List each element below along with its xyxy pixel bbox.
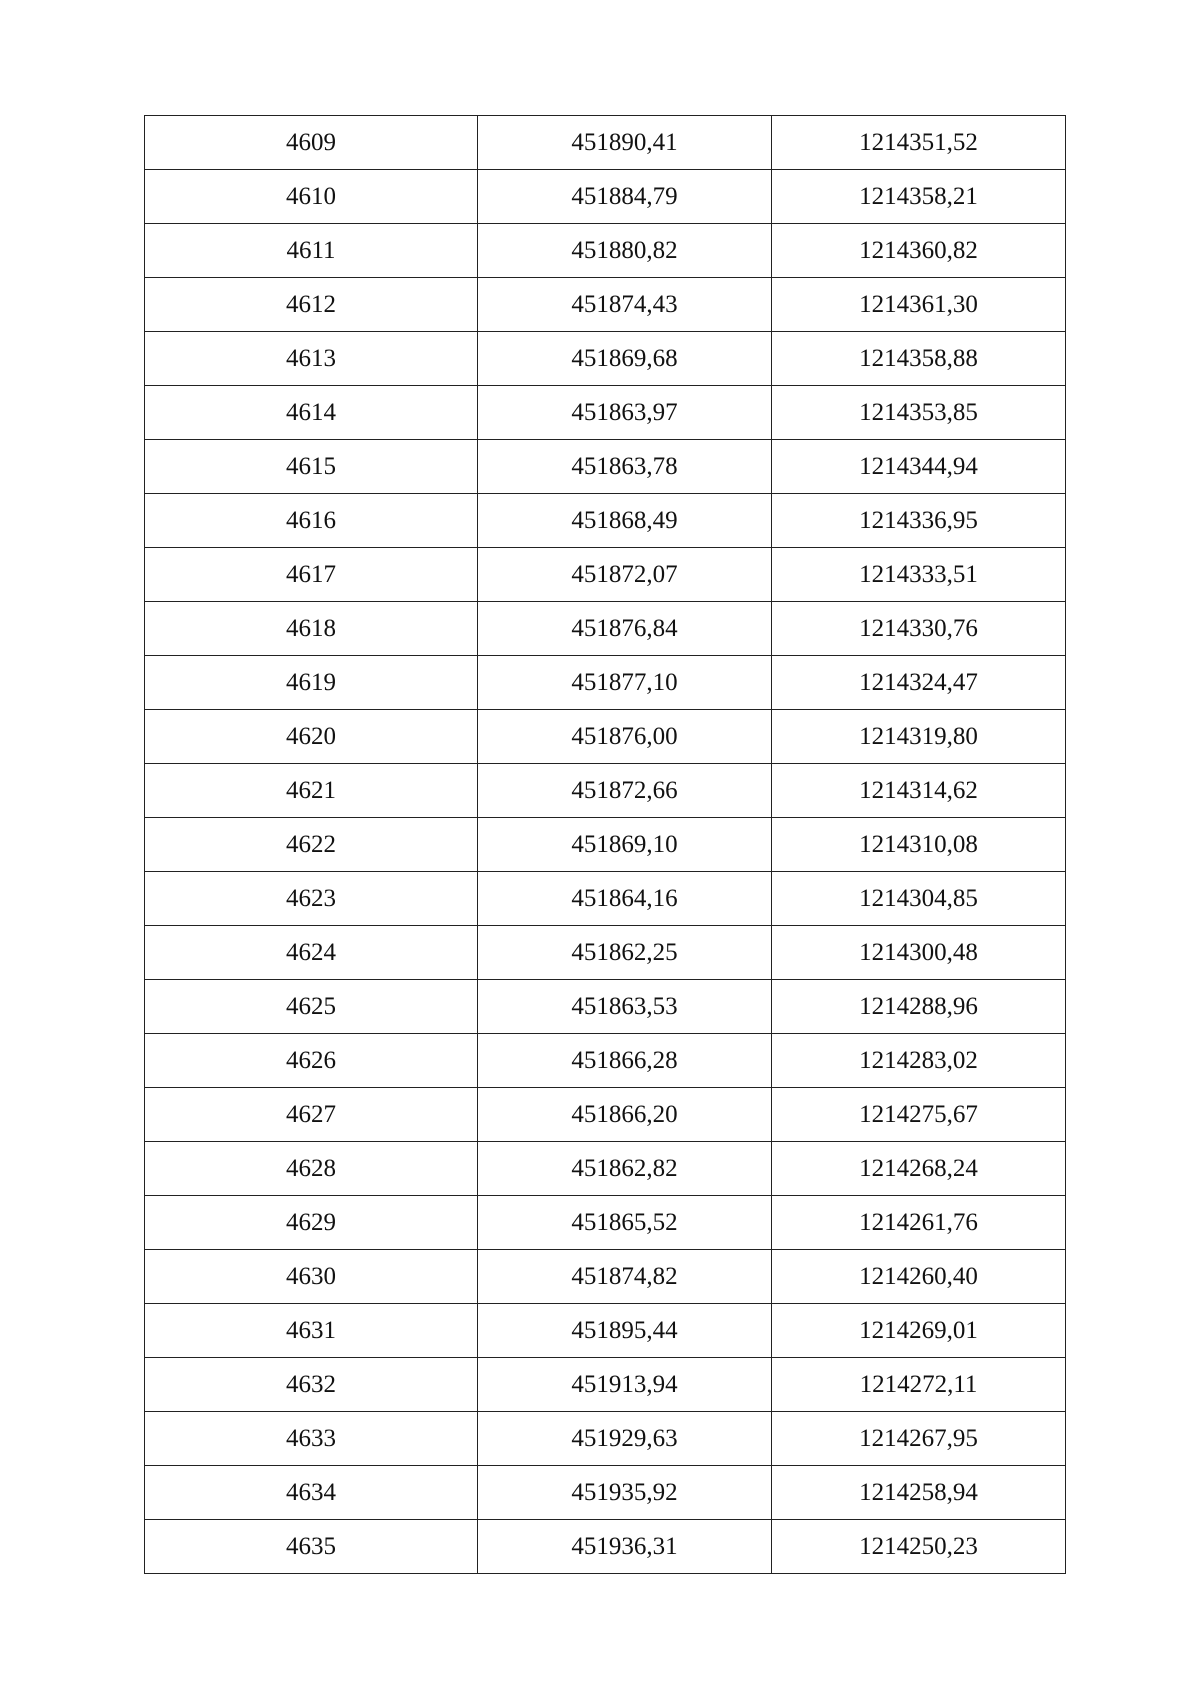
y-coordinate-cell: 1214269,01	[772, 1304, 1066, 1358]
y-coordinate-cell: 1214358,88	[772, 332, 1066, 386]
point-number-cell: 4619	[145, 656, 478, 710]
table-row	[145, 602, 1066, 656]
point-number-cell: 4615	[145, 440, 478, 494]
point-number-cell: 4616	[145, 494, 478, 548]
y-coordinate-cell: 1214324,47	[772, 656, 1066, 710]
table-row	[145, 116, 1066, 170]
y-coordinate-cell: 1214314,62	[772, 764, 1066, 818]
y-coordinate-cell: 1214330,76	[772, 602, 1066, 656]
point-number-cell: 4631	[145, 1304, 478, 1358]
point-number-cell: 4625	[145, 980, 478, 1034]
point-number-cell: 4622	[145, 818, 478, 872]
x-coordinate-cell: 451929,63	[478, 1412, 772, 1466]
table-row	[145, 872, 1066, 926]
x-coordinate-cell: 451884,79	[478, 170, 772, 224]
point-number-cell: 4620	[145, 710, 478, 764]
table-row	[145, 1142, 1066, 1196]
x-coordinate-cell: 451863,97	[478, 386, 772, 440]
x-coordinate-cell: 451862,82	[478, 1142, 772, 1196]
point-number-cell: 4618	[145, 602, 478, 656]
point-number-cell: 4613	[145, 332, 478, 386]
table-row	[145, 980, 1066, 1034]
table-row	[145, 764, 1066, 818]
point-number-cell: 4633	[145, 1412, 478, 1466]
y-coordinate-cell: 1214267,95	[772, 1412, 1066, 1466]
x-coordinate-cell: 451935,92	[478, 1466, 772, 1520]
point-number-cell: 4630	[145, 1250, 478, 1304]
x-coordinate-cell: 451866,20	[478, 1088, 772, 1142]
x-coordinate-cell: 451862,25	[478, 926, 772, 980]
y-coordinate-cell: 1214336,95	[772, 494, 1066, 548]
y-coordinate-cell: 1214304,85	[772, 872, 1066, 926]
y-coordinate-cell: 1214353,85	[772, 386, 1066, 440]
point-number-cell: 4626	[145, 1034, 478, 1088]
x-coordinate-cell: 451868,49	[478, 494, 772, 548]
y-coordinate-cell: 1214333,51	[772, 548, 1066, 602]
table-row	[145, 548, 1066, 602]
x-coordinate-cell: 451913,94	[478, 1358, 772, 1412]
point-number-cell: 4624	[145, 926, 478, 980]
table-row	[145, 224, 1066, 278]
y-coordinate-cell: 1214361,30	[772, 278, 1066, 332]
x-coordinate-cell: 451890,41	[478, 116, 772, 170]
table-row	[145, 1304, 1066, 1358]
table-row	[145, 1358, 1066, 1412]
table-row	[145, 386, 1066, 440]
point-number-cell: 4609	[145, 116, 478, 170]
y-coordinate-cell: 1214258,94	[772, 1466, 1066, 1520]
table-row	[145, 926, 1066, 980]
y-coordinate-cell: 1214288,96	[772, 980, 1066, 1034]
x-coordinate-cell: 451936,31	[478, 1520, 772, 1574]
y-coordinate-cell: 1214261,76	[772, 1196, 1066, 1250]
point-number-cell: 4632	[145, 1358, 478, 1412]
table-row	[145, 1412, 1066, 1466]
y-coordinate-cell: 1214250,23	[772, 1520, 1066, 1574]
x-coordinate-cell: 451869,10	[478, 818, 772, 872]
x-coordinate-cell: 451895,44	[478, 1304, 772, 1358]
y-coordinate-cell: 1214275,67	[772, 1088, 1066, 1142]
point-number-cell: 4617	[145, 548, 478, 602]
y-coordinate-cell: 1214283,02	[772, 1034, 1066, 1088]
point-number-cell: 4635	[145, 1520, 478, 1574]
point-number-cell: 4621	[145, 764, 478, 818]
point-number-cell: 4627	[145, 1088, 478, 1142]
table-row	[145, 1034, 1066, 1088]
table-row	[145, 656, 1066, 710]
x-coordinate-cell: 451874,82	[478, 1250, 772, 1304]
x-coordinate-cell: 451872,66	[478, 764, 772, 818]
point-number-cell: 4611	[145, 224, 478, 278]
coordinates-table	[144, 115, 1066, 1574]
x-coordinate-cell: 451874,43	[478, 278, 772, 332]
table-row	[145, 1466, 1066, 1520]
x-coordinate-cell: 451872,07	[478, 548, 772, 602]
x-coordinate-cell: 451876,84	[478, 602, 772, 656]
table-row	[145, 710, 1066, 764]
x-coordinate-cell: 451877,10	[478, 656, 772, 710]
coordinates-table-body	[145, 116, 1066, 1574]
x-coordinate-cell: 451876,00	[478, 710, 772, 764]
point-number-cell: 4614	[145, 386, 478, 440]
x-coordinate-cell: 451865,52	[478, 1196, 772, 1250]
y-coordinate-cell: 1214260,40	[772, 1250, 1066, 1304]
x-coordinate-cell: 451863,53	[478, 980, 772, 1034]
y-coordinate-cell: 1214351,52	[772, 116, 1066, 170]
x-coordinate-cell: 451866,28	[478, 1034, 772, 1088]
point-number-cell: 4623	[145, 872, 478, 926]
table-row	[145, 494, 1066, 548]
table-row	[145, 278, 1066, 332]
point-number-cell: 4634	[145, 1466, 478, 1520]
y-coordinate-cell: 1214268,24	[772, 1142, 1066, 1196]
table-row	[145, 440, 1066, 494]
table-row	[145, 1520, 1066, 1574]
point-number-cell: 4610	[145, 170, 478, 224]
y-coordinate-cell: 1214300,48	[772, 926, 1066, 980]
y-coordinate-cell: 1214272,11	[772, 1358, 1066, 1412]
x-coordinate-cell: 451880,82	[478, 224, 772, 278]
y-coordinate-cell: 1214360,82	[772, 224, 1066, 278]
table-row	[145, 1250, 1066, 1304]
table-row	[145, 170, 1066, 224]
x-coordinate-cell: 451864,16	[478, 872, 772, 926]
point-number-cell: 4628	[145, 1142, 478, 1196]
table-row	[145, 1196, 1066, 1250]
y-coordinate-cell: 1214319,80	[772, 710, 1066, 764]
point-number-cell: 4629	[145, 1196, 478, 1250]
y-coordinate-cell: 1214310,08	[772, 818, 1066, 872]
y-coordinate-cell: 1214344,94	[772, 440, 1066, 494]
y-coordinate-cell: 1214358,21	[772, 170, 1066, 224]
table-row	[145, 1088, 1066, 1142]
x-coordinate-cell: 451869,68	[478, 332, 772, 386]
x-coordinate-cell: 451863,78	[478, 440, 772, 494]
table-row	[145, 332, 1066, 386]
table-row	[145, 818, 1066, 872]
point-number-cell: 4612	[145, 278, 478, 332]
